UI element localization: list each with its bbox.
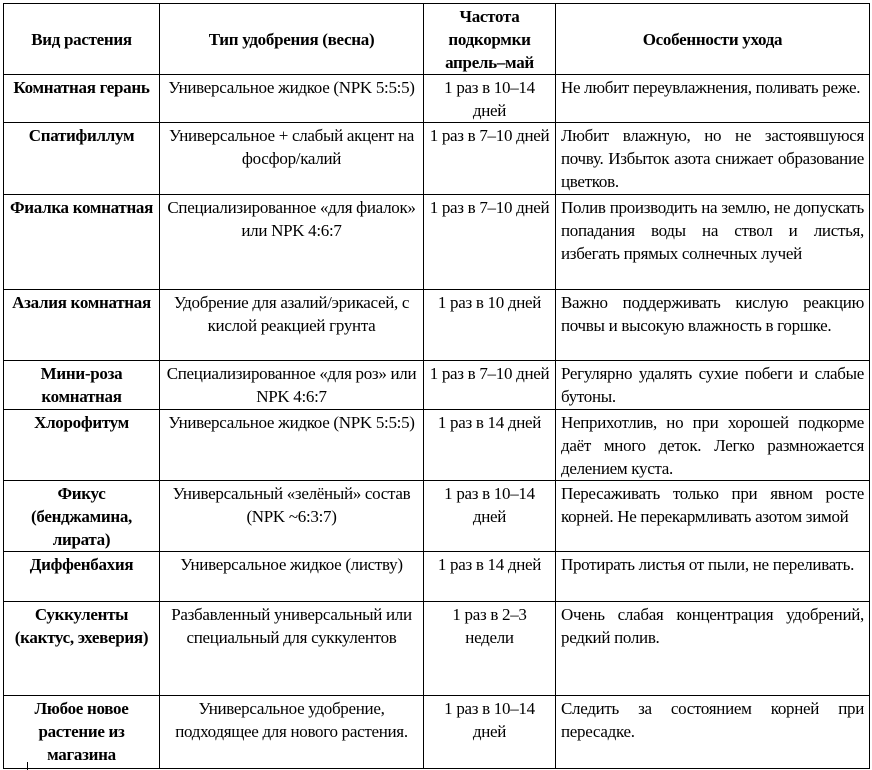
frequency-cell: 1 раз в 7–10 дней <box>424 123 556 195</box>
table-row <box>4 123 870 195</box>
table-row <box>4 602 870 696</box>
fertilizer-cell: Специализированное «для фиалок» или NPK 4:6:7 <box>160 195 424 290</box>
frequency-cell: 1 раз в 7–10 дней <box>424 195 556 290</box>
header-plant: Вид растения <box>4 4 160 75</box>
cursor-mark <box>27 762 28 770</box>
header-frequency: Частота подкормки апрель–май <box>424 4 556 75</box>
fertilizer-table <box>3 3 870 769</box>
plant-cell: Мини-роза комнатная <box>4 361 160 410</box>
fertilizer-cell: Универсальное жидкое (NPK 5:5:5) <box>160 75 424 123</box>
care-cell: Следить за состоянием корней при пересадке. <box>556 696 870 769</box>
header-fertilizer: Тип удобрения (весна) <box>160 4 424 75</box>
table-row <box>4 195 870 290</box>
fertilizer-cell: Универсальное + слабый акцент на фосфор/калий <box>160 123 424 195</box>
table-row <box>4 410 870 481</box>
frequency-cell: 1 раз в 14 дней <box>424 552 556 602</box>
fertilizer-cell: Универсальное удобрение, подходящее для нового растения. <box>160 696 424 769</box>
plant-cell: Суккуленты (кактус, эхеверия) <box>4 602 160 696</box>
table-row <box>4 290 870 361</box>
plant-cell: Любое новое растение из магазина <box>4 696 160 769</box>
fertilizer-cell: Универсальное жидкое (листву) <box>160 552 424 602</box>
table-row <box>4 361 870 410</box>
plant-cell: Фиалка комнатная <box>4 195 160 290</box>
fertilizer-cell: Разбавленный универсальный или специальный для суккулентов <box>160 602 424 696</box>
fertilizer-cell: Универсальный «зелёный» состав (NPK ~6:3:7) <box>160 481 424 552</box>
plant-cell: Комнатная герань <box>4 75 160 123</box>
table-row <box>4 75 870 123</box>
table-row <box>4 696 870 769</box>
table-row <box>4 481 870 552</box>
plant-cell: Азалия комнатная <box>4 290 160 361</box>
fertilizer-cell: Удобрение для азалий/эрикасей, с кислой реакцией грунта <box>160 290 424 361</box>
care-cell: Важно поддерживать кислую реакцию почвы и высокую влажность в горшке. <box>556 290 870 361</box>
care-cell: Полив производить на землю, не допускать попадания воды на ствол и листья, избегать прямых солнечных лучей <box>556 195 870 290</box>
care-cell: Регулярно удалять сухие побеги и слабые бутоны. <box>556 361 870 410</box>
care-cell: Пересаживать только при явном росте корней. Не перекармливать азотом зимой <box>556 481 870 552</box>
care-cell: Неприхотлив, но при хорошей подкорме даёт много деток. Легко размножается делением куста. <box>556 410 870 481</box>
frequency-cell: 1 раз в 7–10 дней <box>424 361 556 410</box>
plant-cell: Фикус (бенджамина, лирата) <box>4 481 160 552</box>
frequency-cell: 1 раз в 10–14 дней <box>424 75 556 123</box>
care-cell: Протирать листья от пыли, не переливать. <box>556 552 870 602</box>
care-cell: Любит влажную, но не застоявшуюся почву. Избыток азота снижает образование цветков. <box>556 123 870 195</box>
frequency-cell: 1 раз в 14 дней <box>424 410 556 481</box>
care-cell: Очень слабая концентрация удобрений, редкий полив. <box>556 602 870 696</box>
frequency-cell: 1 раз в 10–14 дней <box>424 696 556 769</box>
care-cell: Не любит переувлажнения, поливать реже. <box>556 75 870 123</box>
header-care: Особенности ухода <box>556 4 870 75</box>
fertilizer-cell: Специализированное «для роз» или NPK 4:6:7 <box>160 361 424 410</box>
plant-cell: Хлорофитум <box>4 410 160 481</box>
frequency-cell: 1 раз в 2–3 недели <box>424 602 556 696</box>
frequency-cell: 1 раз в 10 дней <box>424 290 556 361</box>
table-row <box>4 552 870 602</box>
fertilizer-cell: Универсальное жидкое (NPK 5:5:5) <box>160 410 424 481</box>
header-row <box>4 4 870 75</box>
plant-cell: Спатифиллум <box>4 123 160 195</box>
plant-cell: Диффенбахия <box>4 552 160 602</box>
frequency-cell: 1 раз в 10–14 дней <box>424 481 556 552</box>
